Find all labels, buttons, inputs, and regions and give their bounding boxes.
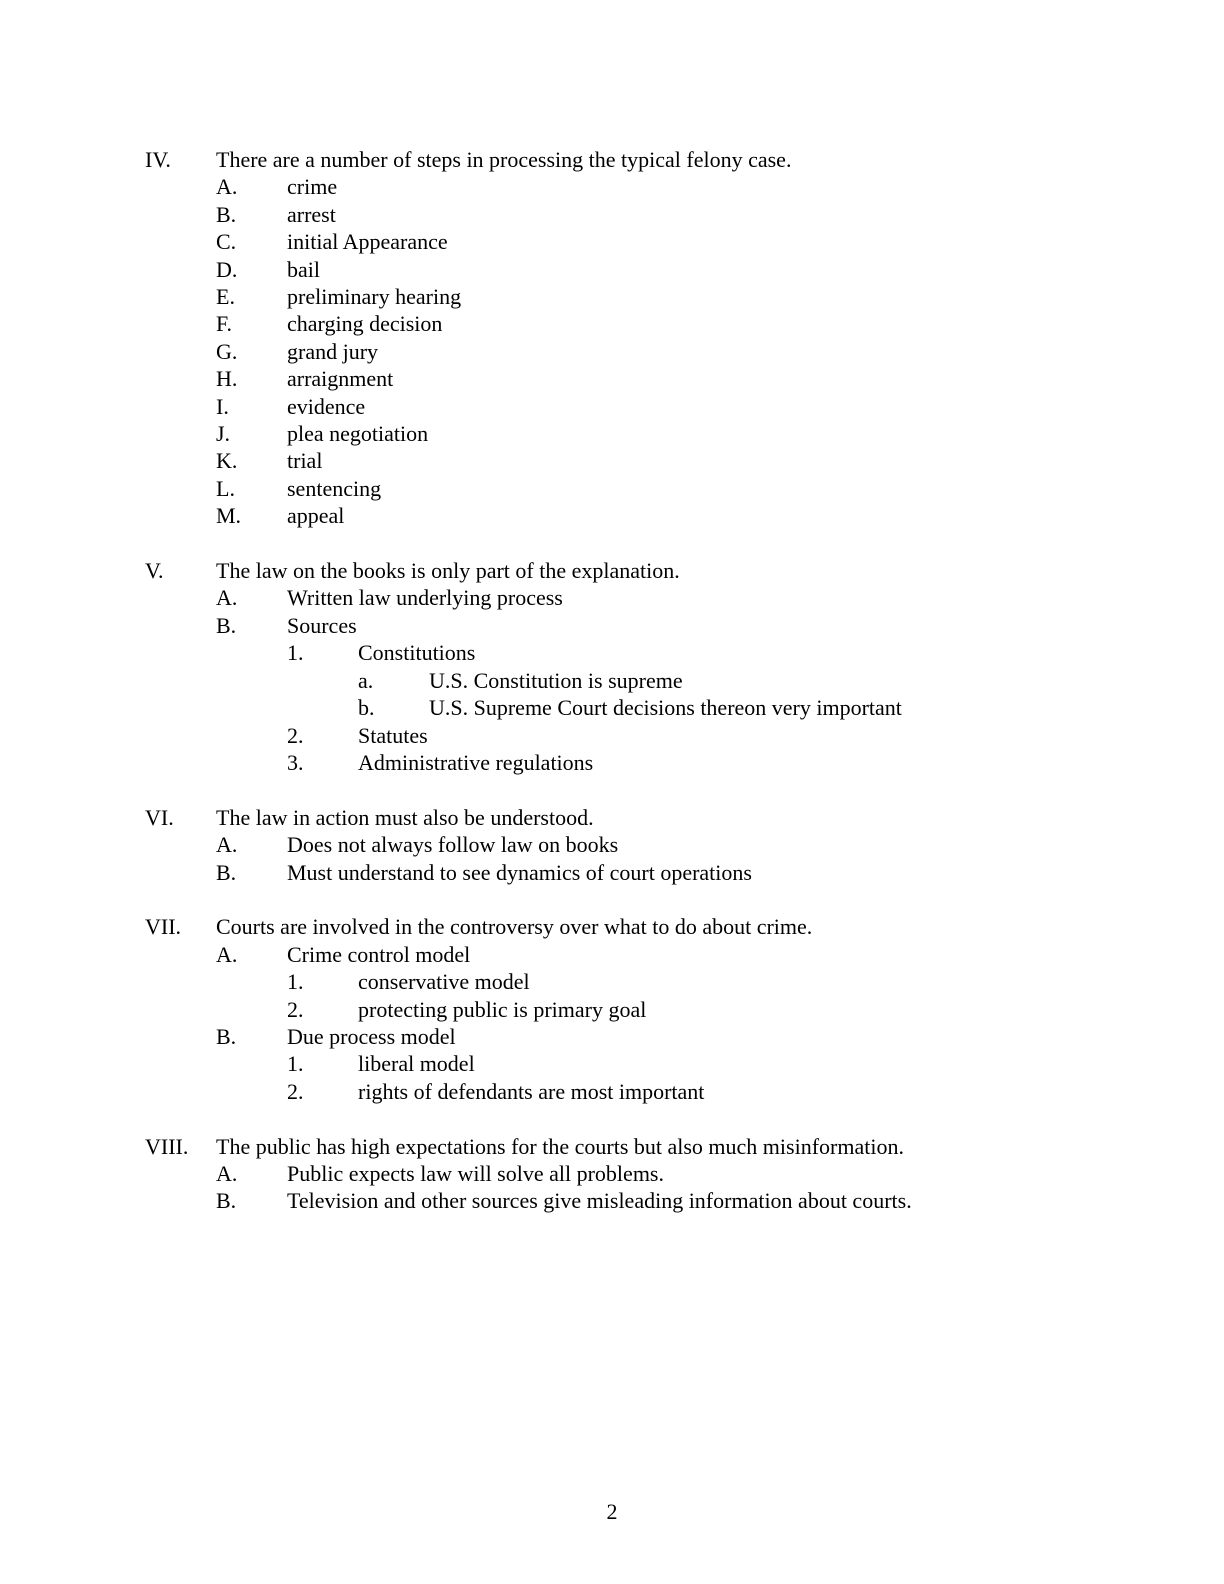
item-text: initial Appearance	[287, 229, 448, 255]
outline-item	[145, 996, 1134, 1023]
item-text: Public expects law will solve all problems.	[287, 1160, 664, 1186]
section-label: IV.	[145, 147, 171, 172]
item-text: arraignment	[287, 366, 394, 392]
item-text: Crime control model	[287, 941, 471, 967]
item-text: grand jury	[287, 338, 379, 364]
section-heading	[145, 1133, 1134, 1160]
item-text: Constitutions	[358, 640, 476, 666]
item-label: 1.	[287, 640, 304, 666]
item-label: A.	[216, 941, 238, 967]
item-label: b.	[358, 695, 375, 721]
section-spacer	[145, 1105, 1134, 1132]
outline-item	[145, 667, 1134, 694]
item-text: Statutes	[358, 722, 428, 748]
item-text: bail	[287, 256, 320, 282]
section-heading	[145, 557, 1134, 584]
item-label: B.	[216, 859, 237, 885]
outline-item	[145, 831, 1134, 858]
section-heading	[145, 146, 1134, 173]
outline-item	[145, 365, 1134, 392]
item-text: Does not always follow law on books	[287, 832, 619, 858]
item-text: protecting public is primary goal	[358, 996, 647, 1022]
outline-item	[145, 1078, 1134, 1105]
item-label: 3.	[287, 749, 304, 775]
item-text: arrest	[287, 201, 336, 227]
item-text: Written law underlying process	[287, 585, 563, 611]
outline-item	[145, 749, 1134, 776]
item-text: preliminary hearing	[287, 284, 462, 310]
item-label: A.	[216, 1160, 238, 1186]
item-text: Administrative regulations	[358, 749, 594, 775]
outline-item	[145, 283, 1134, 310]
item-text: Must understand to see dynamics of court operations	[287, 859, 752, 885]
item-label: 2.	[287, 996, 304, 1022]
item-text: charging decision	[287, 311, 443, 337]
outline-item	[145, 1050, 1134, 1077]
outline-item	[145, 310, 1134, 337]
section-title: There are a number of steps in processing the typical felony case.	[216, 147, 792, 172]
item-label: E.	[216, 284, 235, 310]
item-label: F.	[216, 311, 232, 337]
item-text: trial	[287, 448, 323, 474]
outline-item	[145, 173, 1134, 200]
outline-item	[145, 1187, 1134, 1214]
item-label: B.	[216, 201, 237, 227]
item-label: M.	[216, 503, 242, 529]
item-label: A.	[216, 585, 238, 611]
outline-item	[145, 228, 1134, 255]
item-label: B.	[216, 1023, 237, 1049]
section-heading	[145, 804, 1134, 831]
item-text: conservative model	[358, 969, 530, 995]
item-text: Sources	[287, 612, 357, 638]
item-label: H.	[216, 366, 238, 392]
item-label: A.	[216, 832, 238, 858]
section-spacer	[145, 776, 1134, 803]
outline-item	[145, 859, 1134, 886]
section-label: V.	[145, 558, 164, 584]
item-label: D.	[216, 256, 238, 282]
outline-item	[145, 722, 1134, 749]
outline-item	[145, 584, 1134, 611]
item-label: G.	[216, 338, 238, 364]
outline-item	[145, 201, 1134, 228]
item-label: J.	[216, 421, 231, 447]
item-text: rights of defendants are most important	[358, 1078, 705, 1104]
item-label: 2.	[287, 722, 304, 748]
outline-item	[145, 393, 1134, 420]
item-text: appeal	[287, 503, 345, 529]
section-title: The law on the books is only part of the explanation.	[216, 558, 680, 584]
outline-item	[145, 256, 1134, 283]
outline-item	[145, 475, 1134, 502]
item-label: L.	[216, 475, 235, 501]
outline-item	[145, 420, 1134, 447]
item-label: 1.	[287, 969, 304, 995]
item-label: I.	[216, 393, 229, 419]
item-text: evidence	[287, 393, 366, 419]
section-spacer	[145, 530, 1134, 557]
section-title: The law in action must also be understood.	[216, 804, 594, 830]
outline-item	[145, 694, 1134, 721]
item-label: 1.	[287, 1051, 304, 1077]
item-text: U.S. Constitution is supreme	[429, 667, 683, 693]
outline-item	[145, 612, 1134, 639]
item-text: Television and other sources give misleading information about courts.	[287, 1188, 912, 1214]
section-spacer	[145, 886, 1134, 913]
outline-item	[145, 968, 1134, 995]
item-text: U.S. Supreme Court decisions thereon very important	[429, 695, 902, 721]
item-label: A.	[216, 174, 238, 200]
item-label: a.	[358, 667, 374, 693]
section-label: VI.	[145, 804, 174, 830]
outline-item	[145, 338, 1134, 365]
item-label: B.	[216, 612, 237, 638]
section-heading	[145, 913, 1134, 940]
item-text: crime	[287, 174, 338, 200]
outline-item	[145, 941, 1134, 968]
item-text: plea negotiation	[287, 421, 429, 447]
page-number: 2	[606, 1499, 618, 1524]
item-label: B.	[216, 1188, 237, 1214]
outline-item	[145, 1160, 1134, 1187]
outline-item	[145, 447, 1134, 474]
item-text: Due process model	[287, 1023, 456, 1049]
item-label: K.	[216, 448, 238, 474]
section-label: VII.	[145, 914, 182, 940]
section-title: Courts are involved in the controversy over what to do about crime.	[216, 914, 813, 940]
outline	[145, 146, 1134, 1215]
item-label: C.	[216, 229, 237, 255]
outline-item	[145, 1023, 1134, 1050]
outline-item	[145, 639, 1134, 666]
item-text: sentencing	[287, 475, 382, 501]
section-title: The public has high expectations for the courts but also much misinformation.	[216, 1133, 904, 1159]
item-label: 2.	[287, 1078, 304, 1104]
outline-item	[145, 502, 1134, 529]
section-label: VIII.	[145, 1133, 189, 1159]
item-text: liberal model	[358, 1051, 475, 1077]
